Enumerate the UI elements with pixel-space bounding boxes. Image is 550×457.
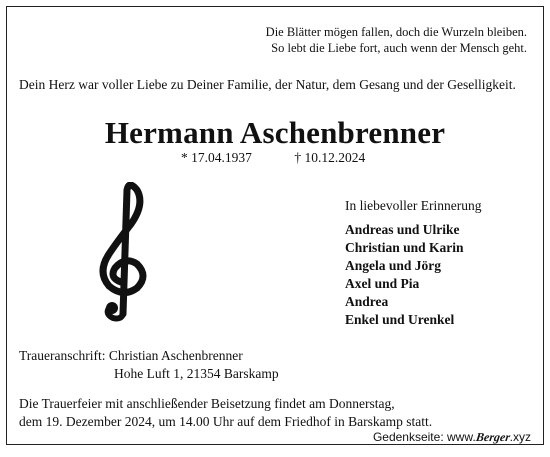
death-date: † 10.12.2024 [294, 150, 366, 165]
service-line-2: dem 19. Dezember 2024, um 14.00 Uhr auf dem Friedhof in Barskamp statt. [19, 414, 433, 429]
birth-date: * 17.04.1937 [181, 150, 252, 165]
footer-prefix: Gedenkseite: www. [372, 430, 476, 444]
mourner-name: Axel und Pia [345, 276, 420, 291]
mourners-heading: In liebevoller Erinnerung [345, 198, 482, 213]
funeral-service-info [19, 395, 432, 431]
intro-text: Dein Herz war voller Liebe zu Deiner Familie, der Natur, dem Gesang und der Geselligkeit. [19, 77, 516, 92]
mourning-address [19, 347, 279, 383]
footer-suffix: .xyz [509, 430, 531, 444]
mourner-name: Andreas und Ulrike [345, 222, 460, 237]
quote-line-1: Die Blätter mögen fallen, doch die Wurzeln bleiben. [265, 25, 527, 39]
mourner-name: Enkel und Urenkel [345, 312, 455, 327]
deceased-name: Hermann Aschenbrenner [104, 115, 446, 150]
service-line-1: Die Trauerfeier mit anschließender Beisetzung findet am Donnerstag, [19, 396, 395, 411]
address-line-1: Traueranschrift: Christian Aschenbrenner [19, 348, 243, 363]
obituary-notice [6, 6, 544, 445]
treble-clef-icon [71, 182, 171, 322]
berger-logo: Berger [474, 430, 511, 444]
mourner-name: Andrea [345, 294, 389, 309]
quote-line-2: So lebt die Liebe fort, auch wenn der Mensch geht. [271, 41, 527, 55]
memorial-quote [227, 24, 527, 56]
memorial-page-link[interactable] [373, 430, 531, 445]
address-line-2: Hohe Luft 1, 21354 Barskamp [114, 366, 279, 381]
mourners-block [345, 197, 481, 329]
mourner-name: Christian und Karin [345, 240, 464, 255]
mourner-name: Angela und Jörg [345, 258, 442, 273]
life-dates [181, 150, 365, 166]
